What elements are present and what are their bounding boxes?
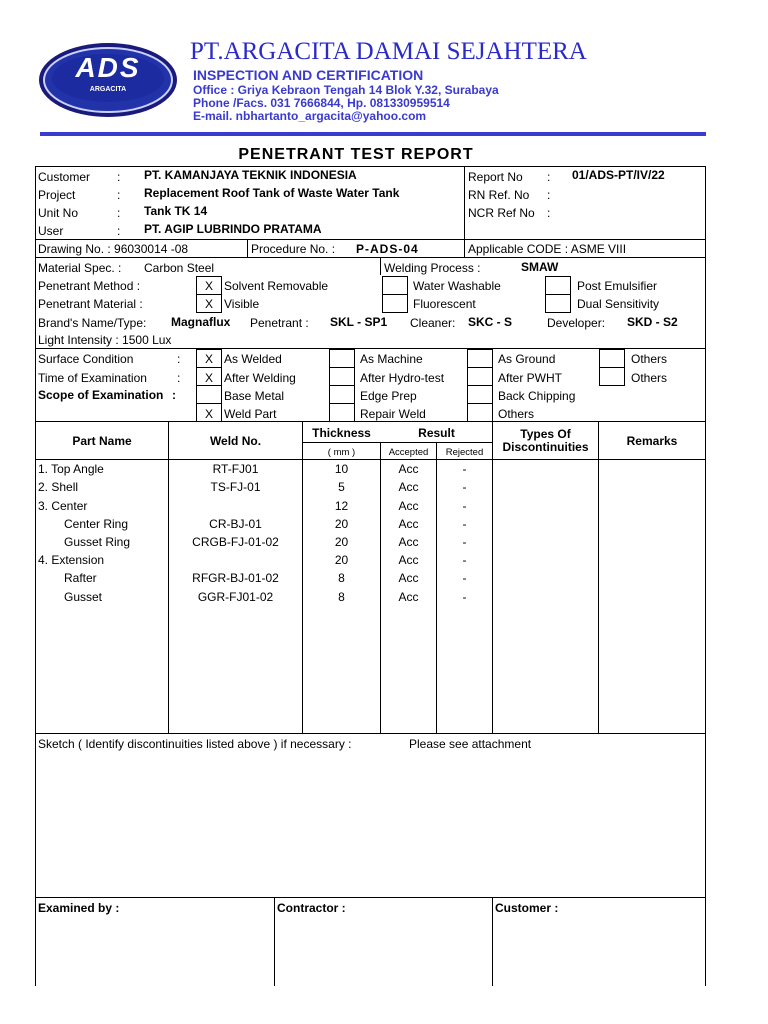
brand-value: Magnaflux [171, 315, 231, 329]
customer-value: PT. KAMANJAYA TEKNIK INDONESIA [144, 168, 357, 182]
rn-ref-colon: : [547, 188, 551, 202]
report-title: PENETRANT TEST REPORT [238, 146, 474, 163]
col-header-discontinuities: Discontinuities [502, 440, 589, 454]
as-welded-label: As Welded [224, 352, 282, 366]
penetrant-type-label: Penetrant : [250, 316, 309, 330]
row-part: Rafter [64, 571, 97, 585]
after-pwht-label: After PWHT [498, 371, 563, 385]
welding-process-label: Welding Process : [384, 261, 481, 275]
others-scope-checkbox[interactable] [467, 403, 493, 422]
row-weld: TS-FJ-01 [210, 480, 261, 494]
drawing-no: Drawing No. : 96030014 -08 [38, 242, 189, 256]
edge-prep-label: Edge Prep [360, 389, 417, 403]
company-phone: Phone /Facs. 031 7666844, Hp. 081330959514 [193, 96, 450, 110]
as-welded-check-mark: X [204, 352, 213, 366]
row-thickness: 12 [334, 499, 349, 513]
applicable-code: Applicable CODE : ASME VIII [468, 242, 627, 256]
as-machine-checkbox[interactable] [329, 349, 355, 368]
back-chipping-label: Back Chipping [498, 389, 576, 403]
row-rejected: - [462, 535, 467, 549]
row-rejected: - [462, 462, 467, 476]
water-washable-label: Water Washable [413, 279, 501, 293]
row-accepted: Acc [398, 480, 419, 494]
row-weld: GGR-FJ01-02 [197, 590, 274, 604]
project-colon: : [117, 188, 121, 202]
visible-check-mark: X [204, 297, 213, 311]
welding-process-value: SMAW [521, 260, 559, 274]
row-part: 3. Center [38, 499, 88, 513]
row-rejected: - [462, 590, 467, 604]
customer-colon: : [117, 170, 121, 184]
after-hydro-label: After Hydro-test [360, 371, 445, 385]
time-examination-label: Time of Examination [38, 371, 147, 385]
company-name: PT.ARGACITA DAMAI SEJAHTERA [190, 38, 587, 65]
light-intensity: Light Intensity : 1500 Lux [38, 333, 172, 347]
row-accepted: Acc [398, 462, 419, 476]
penetrant-method-label: Penetrant Method : [38, 279, 141, 293]
contractor-label: Contractor : [277, 901, 346, 915]
base-metal-label: Base Metal [224, 389, 285, 403]
unit-colon: : [117, 206, 121, 220]
after-welding-label: After Welding [224, 371, 296, 385]
material-spec-label: Material Spec. : [38, 261, 122, 275]
col-header-accepted: Accepted [388, 447, 429, 458]
surface-condition-colon: : [177, 352, 181, 366]
row-rejected: - [462, 571, 467, 585]
after-welding-check-mark: X [204, 371, 213, 385]
customer-signature-label: Customer : [495, 901, 559, 915]
fluorescent-checkbox[interactable] [382, 294, 408, 313]
scope-examination-label: Scope of Examination [38, 388, 164, 402]
dual-sensitivity-checkbox[interactable] [545, 294, 571, 313]
ncr-ref-label: NCR Ref No [468, 206, 535, 220]
customer-label: Customer [38, 170, 91, 184]
project-label: Project [38, 188, 76, 202]
logo-subtext: ARGACITA [89, 86, 127, 93]
brand-label: Brand's Name/Type: [38, 316, 147, 330]
after-pwht-checkbox[interactable] [467, 367, 493, 386]
logo-text: ADS [75, 52, 141, 83]
col-header-part: Part Name [72, 434, 132, 448]
row-thickness: 20 [334, 553, 349, 567]
row-part: 2. Shell [38, 480, 79, 494]
col-header-thickness: Thickness [312, 426, 371, 440]
row-thickness: 8 [338, 590, 345, 604]
row-rejected: - [462, 480, 467, 494]
after-hydro-checkbox[interactable] [329, 367, 355, 386]
header-divider [40, 132, 706, 136]
row-weld: CR-BJ-01 [209, 517, 262, 531]
col-header-remarks: Remarks [626, 434, 678, 448]
procedure-value: P-ADS-04 [356, 242, 419, 256]
ncr-ref-colon: : [547, 206, 551, 220]
scope-examination-colon: : [172, 388, 176, 402]
company-subtitle: INSPECTION AND CERTIFICATION [193, 67, 424, 83]
others-surface-label: Others [631, 352, 668, 366]
others-surface-checkbox[interactable] [599, 349, 625, 368]
col-header-rejected: Rejected [445, 447, 484, 458]
examined-by-label: Examined by : [38, 901, 120, 915]
edge-prep-checkbox[interactable] [329, 385, 355, 404]
row-rejected: - [462, 517, 467, 531]
row-accepted: Acc [398, 535, 419, 549]
row-weld: RT-FJ01 [212, 462, 259, 476]
user-colon: : [117, 224, 121, 238]
repair-weld-checkbox[interactable] [329, 403, 355, 422]
row-thickness: 20 [334, 535, 349, 549]
row-weld: CRGB-FJ-01-02 [192, 535, 279, 549]
cleaner-value: SKC - S [468, 315, 513, 329]
developer-label: Developer: [547, 316, 606, 330]
row-part: Gusset Ring [64, 535, 131, 549]
row-accepted: Acc [398, 499, 419, 513]
col-header-mm: ( mm ) [327, 447, 356, 458]
row-thickness: 20 [334, 517, 349, 531]
row-accepted: Acc [398, 517, 419, 531]
unit-label: Unit No [38, 206, 79, 220]
row-accepted: Acc [398, 571, 419, 585]
col-header-result: Result [418, 426, 455, 440]
row-part: Gusset [64, 590, 103, 604]
visible-label: Visible [224, 297, 260, 311]
as-machine-label: As Machine [360, 352, 423, 366]
row-thickness: 5 [338, 480, 345, 494]
cleaner-label: Cleaner: [410, 316, 456, 330]
surface-condition-label: Surface Condition [38, 352, 134, 366]
post-emulsifier-label: Post Emulsifier [577, 279, 658, 293]
fluorescent-label: Fluorescent [413, 297, 476, 311]
base-metal-checkbox[interactable] [196, 385, 222, 404]
sketch-label: Sketch ( Identify discontinuities listed above ) if necessary : [38, 737, 352, 751]
user-label: User [38, 224, 64, 238]
row-thickness: 8 [338, 571, 345, 585]
project-value: Replacement Roof Tank of Waste Water Tank [144, 186, 400, 200]
row-accepted: Acc [398, 590, 419, 604]
others-time-label: Others [631, 371, 668, 385]
repair-weld-label: Repair Weld [360, 407, 426, 421]
as-ground-checkbox[interactable] [467, 349, 493, 368]
weld-part-label: Weld Part [224, 407, 277, 421]
company-email: E-mail. nbhartanto_argacita@yahoo.com [193, 109, 427, 123]
procedure-label: Procedure No. : [251, 242, 336, 256]
others-scope-label: Others [498, 407, 535, 421]
sketch-value: Please see attachment [409, 737, 532, 751]
report-no-value: 01/ADS-PT/IV/22 [572, 168, 665, 182]
as-ground-label: As Ground [498, 352, 556, 366]
solvent-check-mark: X [204, 279, 213, 293]
solvent-label: Solvent Removable [224, 279, 329, 293]
col-header-types: Types Of [520, 427, 571, 441]
company-office: Office : Griya Kebraon Tengah 14 Blok Y.32, Surabaya [193, 83, 499, 97]
weld-part-check-mark: X [204, 407, 213, 421]
time-examination-colon: : [177, 371, 181, 385]
row-accepted: Acc [398, 553, 419, 567]
penetrant-type-value: SKL - SP1 [330, 315, 388, 329]
row-part: 1. Top Angle [38, 462, 104, 476]
row-part: 4. Extension [38, 553, 105, 567]
row-part: Center Ring [64, 517, 129, 531]
others-time-checkbox[interactable] [599, 367, 625, 386]
user-value: PT. AGIP LUBRINDO PRATAMA [144, 222, 322, 236]
water-washable-checkbox[interactable] [382, 276, 408, 295]
report-no-label: Report No [468, 170, 523, 184]
penetrant-material-label: Penetrant Material : [38, 297, 143, 311]
developer-value: SKD - S2 [627, 315, 678, 329]
dual-sensitivity-label: Dual Sensitivity [577, 297, 660, 311]
report-no-colon: : [547, 170, 551, 184]
unit-value: Tank TK 14 [144, 204, 208, 218]
row-rejected: - [462, 499, 467, 513]
post-emulsifier-checkbox[interactable] [545, 276, 571, 295]
row-thickness: 10 [334, 462, 349, 476]
material-spec-value: Carbon Steel [144, 261, 215, 275]
col-header-weld: Weld No. [209, 434, 262, 448]
back-chipping-checkbox[interactable] [467, 385, 493, 404]
row-rejected: - [462, 553, 467, 567]
rn-ref-label: RN Ref. No [468, 188, 530, 202]
row-weld: RFGR-BJ-01-02 [192, 571, 279, 585]
